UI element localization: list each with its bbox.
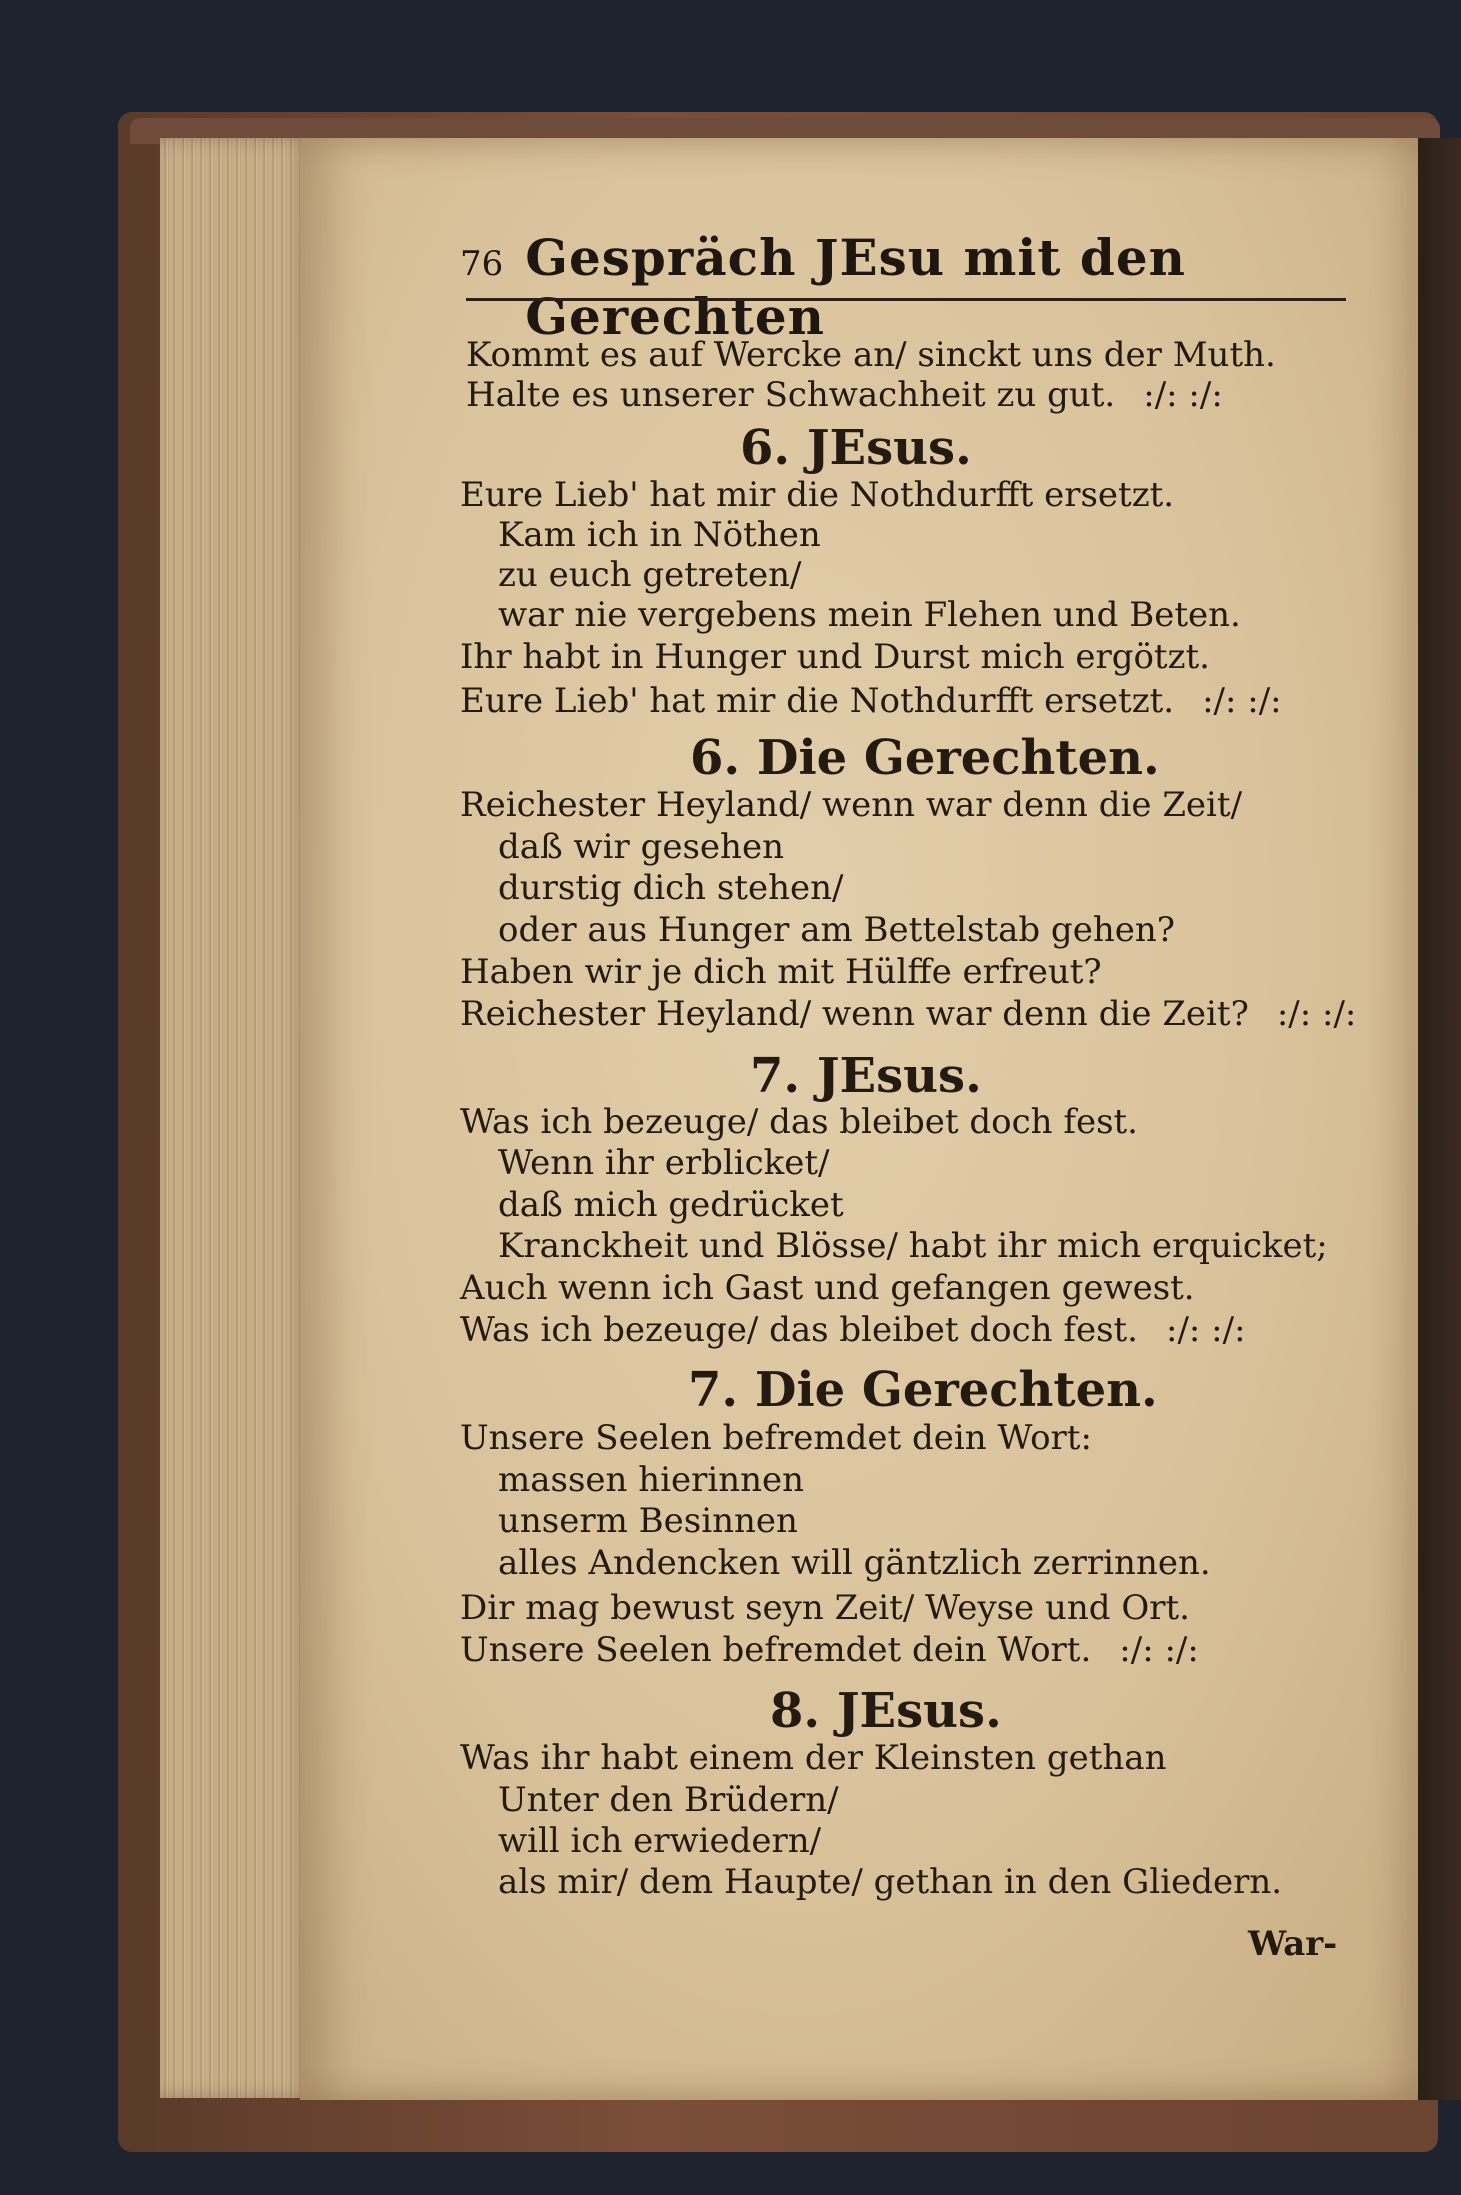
verse-line bbox=[498, 555, 829, 595]
stanza-heading bbox=[770, 1683, 1030, 1739]
verse-line bbox=[460, 1310, 1246, 1350]
verse-line bbox=[498, 827, 812, 867]
repeat-mark: :/: :/: bbox=[1202, 681, 1282, 721]
facing-page-edge bbox=[1418, 138, 1461, 2100]
verse-line bbox=[460, 1268, 1223, 1308]
verse-line bbox=[498, 515, 849, 555]
verse-text: Unter den Brüdern/ bbox=[498, 1780, 839, 1820]
verse-line bbox=[498, 1780, 867, 1820]
verse-text: Was ich bezeuge/ das bleibet doch fest. bbox=[460, 1310, 1138, 1350]
verse-text: unserm Besinnen bbox=[498, 1501, 798, 1541]
verse-text: war nie vergebens mein Flehen und Beten. bbox=[498, 595, 1241, 635]
verse-text: Halte es unserer Schwachheit zu gut. bbox=[466, 375, 1116, 415]
page-header bbox=[460, 228, 1350, 346]
verse-line bbox=[460, 1102, 1166, 1142]
verse-text: Kommt es auf Wercke an/ sinckt uns der Muth. bbox=[466, 335, 1276, 375]
stanza-heading bbox=[688, 1362, 1186, 1418]
stanza-heading bbox=[690, 730, 1188, 786]
repeat-mark: :/: :/: bbox=[1119, 1630, 1199, 1670]
verse-line bbox=[498, 1862, 1310, 1902]
running-title: Gespräch JEsu mit den Gerechten bbox=[525, 228, 1187, 346]
verse-text: Kam ich in Nöthen bbox=[498, 515, 821, 555]
verse-text: Unsere Seelen befremdet dein Wort: bbox=[460, 1418, 1092, 1458]
verse-text: oder aus Hunger am Bettelstab gehen? bbox=[498, 910, 1175, 950]
verse-line bbox=[498, 1143, 858, 1183]
verse-text: 7. Die Gerechten. bbox=[688, 1362, 1158, 1418]
verse-line bbox=[460, 475, 1202, 515]
verse-line bbox=[460, 637, 1238, 677]
verse-text: Reichester Heyland/ wenn war denn die Zeit/ bbox=[460, 785, 1243, 825]
verse-line bbox=[498, 1226, 1356, 1266]
verse-line bbox=[460, 1588, 1218, 1628]
verse-text: 6. Die Gerechten. bbox=[690, 730, 1160, 786]
verse-text: Auch wenn ich Gast und gefangen gewest. bbox=[460, 1268, 1195, 1308]
verse-text: daß wir gesehen bbox=[498, 827, 784, 867]
verse-line bbox=[460, 785, 1270, 825]
verse-text: 6. JEsus. bbox=[740, 420, 972, 476]
verse-text: massen hierinnen bbox=[498, 1460, 805, 1500]
verse-text: durstig dich stehen/ bbox=[498, 868, 844, 908]
verse-text: daß mich gedrücket bbox=[498, 1185, 844, 1225]
verse-text: als mir/ dem Haupte/ gethan in den Gliedern. bbox=[498, 1862, 1283, 1902]
verse-line bbox=[498, 1460, 832, 1500]
verse-line bbox=[498, 1501, 826, 1541]
verse-line bbox=[498, 910, 1203, 950]
repeat-mark: :/: :/: bbox=[1166, 1310, 1246, 1350]
verse-text: Was ihr habt einem der Kleinsten gethan bbox=[460, 1738, 1167, 1778]
verse-text: alles Andencken will gäntzlich zerrinnen. bbox=[498, 1543, 1211, 1583]
verse-line bbox=[460, 952, 1130, 992]
stanza-heading bbox=[740, 420, 1000, 476]
verse-text: will ich erwiedern/ bbox=[498, 1821, 822, 1861]
verse-text: Dir mag bewust seyn Zeit/ Weyse und Ort. bbox=[460, 1588, 1190, 1628]
verse-line bbox=[460, 1418, 1120, 1458]
verse-text: Kranckheit und Blösse/ habt ihr mich erquicket; bbox=[498, 1226, 1328, 1266]
verse-text: Haben wir je dich mit Hülffe erfreut? bbox=[460, 952, 1102, 992]
verse-text: Eure Lieb' hat mir die Nothdurfft ersetzt. bbox=[460, 475, 1175, 515]
verse-line bbox=[460, 1738, 1194, 1778]
verse-line bbox=[460, 1630, 1199, 1670]
verse-line bbox=[460, 994, 1356, 1034]
verse-text: 8. JEsus. bbox=[770, 1683, 1002, 1739]
verse-text: Wenn ihr erblicket/ bbox=[498, 1143, 830, 1183]
repeat-mark: :/: :/: bbox=[1276, 994, 1357, 1034]
page-edges bbox=[160, 138, 310, 2098]
header-rule bbox=[466, 298, 1346, 301]
repeat-mark: :/: :/: bbox=[1143, 375, 1223, 415]
verse-text: zu euch getreten/ bbox=[498, 555, 802, 595]
verse-text: 7. JEsus. bbox=[750, 1048, 982, 1104]
stanza-heading bbox=[750, 1048, 1010, 1104]
verse-line bbox=[460, 681, 1282, 721]
verse-line bbox=[498, 1185, 872, 1225]
verse-text: Unsere Seelen befremdet dein Wort. bbox=[460, 1630, 1092, 1670]
verse-line bbox=[466, 375, 1223, 415]
verse-text: Reichester Heyland/ wenn war denn die Zeit? bbox=[460, 994, 1249, 1034]
verse-text: Ihr habt in Hunger und Durst mich ergötzt. bbox=[460, 637, 1210, 677]
verse-line bbox=[466, 335, 1304, 375]
verse-line bbox=[498, 868, 871, 908]
verse-text: Eure Lieb' hat mir die Nothdurfft ersetzt. bbox=[460, 681, 1175, 721]
verse-line bbox=[498, 1821, 849, 1861]
catchword: War- bbox=[1248, 1924, 1338, 1964]
verse-line bbox=[498, 595, 1269, 635]
page-number: 76 bbox=[460, 244, 504, 284]
verse-line bbox=[498, 1543, 1239, 1583]
verse-text: Was ich bezeuge/ das bleibet doch fest. bbox=[460, 1102, 1138, 1142]
